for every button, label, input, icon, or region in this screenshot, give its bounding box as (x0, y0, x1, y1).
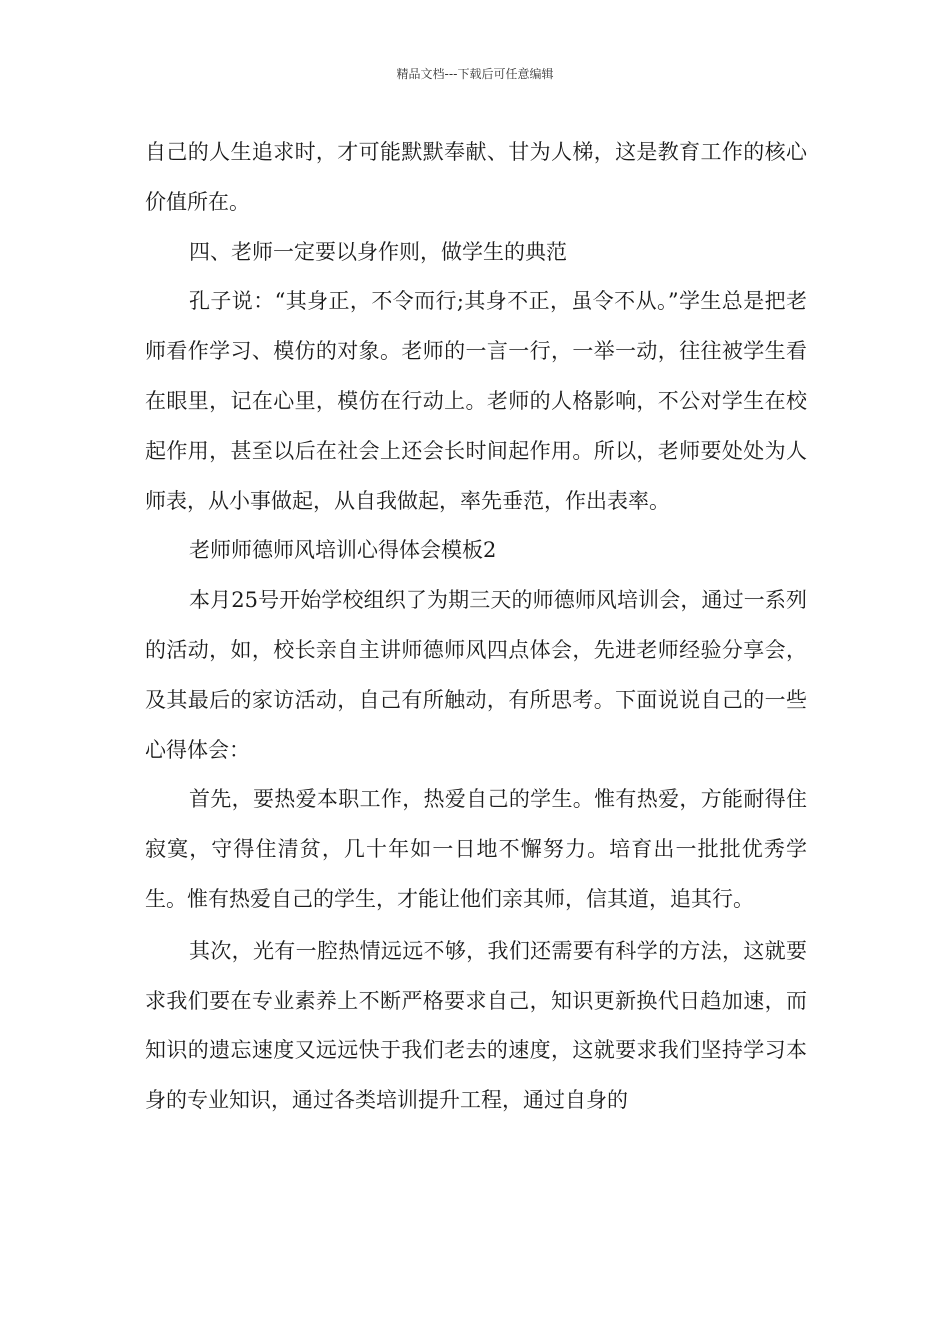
page-header: 精品文档---下载后可任意编辑 (396, 67, 554, 81)
document-body (145, 128, 807, 1126)
paragraph-intro: 本月25号开始学校组织了为期三天的师德师风培训会，通过一系列的活动，如，校长亲自主讲师德师风四点体会，先进老师经验分享会，及其最后的家访活动，自己有所触动，有所思考。下面说说自己的一些心得体会： (145, 588, 807, 762)
template-title: 老师师德师风培训心得体会模板2 (189, 538, 497, 563)
paragraph-first: 首先，要热爱本职工作，热爱自己的学生。惟有热爱，方能耐得住寂寞，守得住清贫，几十年如一日地不懈努力。培育出一批批优秀学生。惟有热爱自己的学生，才能让他们亲其师，信其道，追其行。 (145, 787, 807, 911)
section-heading: 四、老师一定要以身作则，做学生的典范 (189, 239, 567, 264)
paragraph-confucius: 孔子说：“其身正，不令而行;其身不正，虽令不从。”学生总是把老师看作学习、模仿的对象。老师的一言一行，一举一动，往往被学生看在眼里，记在心里，模仿在行动上。老师的人格影响，不公对学生在校起作用，甚至以后在社会上还会长时间起作用。所以，老师要处处为人师表，从小事做起，从自我做起，率先垂范，作出表率。 (145, 289, 807, 513)
paragraph-second: 其次，光有一腔热情远远不够，我们还需要有科学的方法，这就要求我们要在专业素养上不断严格要求自己，知识更新换代日趋加速，而知识的遗忘速度又远远快于我们老去的速度，这就要求我们坚持学习本身的专业知识，通过各类培训提升工程，通过自身的 (145, 938, 807, 1113)
paragraph-continuation: 自己的人生追求时，才可能默默奉献、甘为人梯，这是教育工作的核心价值所在。 (145, 140, 807, 214)
